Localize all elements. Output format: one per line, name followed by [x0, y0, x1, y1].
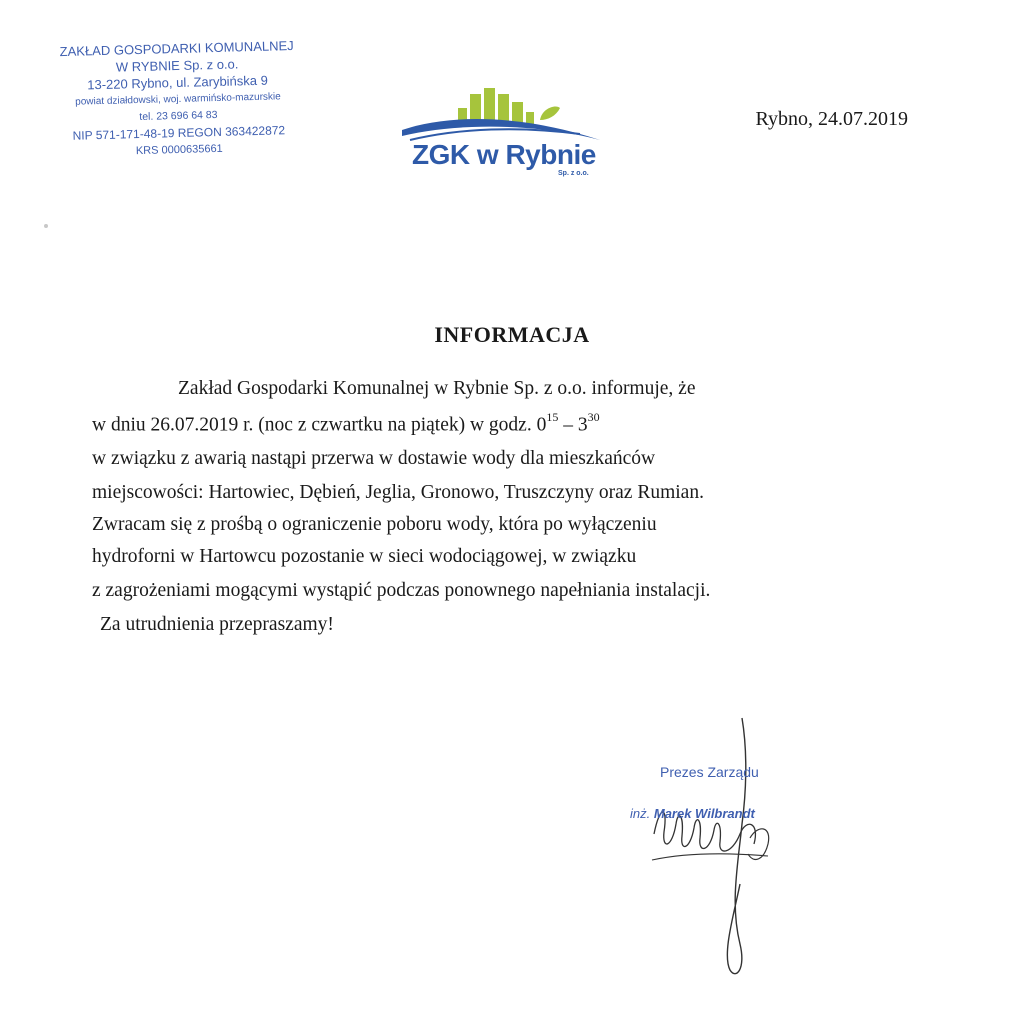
company-stamp — [26, 36, 329, 163]
signatory-name — [630, 806, 755, 821]
body-time-end-minutes: 30 — [587, 410, 600, 424]
body-time-start-minutes: 15 — [546, 410, 559, 424]
body-line-1: Zakład Gospodarki Komunalnej w Rybnie Sp. z o.o. informuje, że — [178, 378, 696, 399]
stamp-line-krs: KRS 0000635661 — [135, 142, 223, 158]
stamp-line-location: W RYBNIE Sp. z o.o. — [115, 56, 239, 75]
body-line-4: miejscowości: Hartowiec, Dębień, Jeglia, Gronowo, Truszczyny oraz Rumian. — [92, 482, 704, 503]
body-line-5: Zwracam się z prośbą o ograniczenie poboru wody, która po wyłączeniu — [92, 514, 657, 535]
signatory-full-name: Marek Wilbrandt — [653, 806, 755, 821]
body-line-2-text: w dniu 26.07.2019 r. (noc z czwartku na piątek) w godz. 0 — [92, 414, 547, 436]
stamp-line-phone: tel. 23 696 64 83 — [139, 108, 218, 124]
document-title: INFORMACJA — [434, 322, 590, 347]
document-date: Rybno, 24.07.2019 — [755, 108, 908, 130]
scan-speck — [44, 224, 48, 228]
signatory-role: Prezes Zarządu — [660, 764, 759, 780]
stamp-line-region: powiat działdowski, woj. warmińsko-mazurskie — [75, 91, 281, 108]
body-line-7: z zagrożeniami mogącymi wystąpić podczas ponownego napełniania instalacji. — [92, 580, 711, 601]
body-line-8: Za utrudnienia przepraszamy! — [100, 614, 334, 635]
stamp-line-address: 13-220 Rybno, ul. Zarybińska 9 — [87, 72, 269, 93]
body-line-2 — [92, 412, 600, 437]
logo-sub: Sp. z o.o. — [558, 170, 589, 177]
logo-name: ZGK w Rybnie — [412, 139, 596, 170]
company-logo — [400, 84, 610, 184]
body-line-2-dash: – 3 — [558, 414, 588, 436]
stamp-line-nip-regon: NIP 571-171-48-19 REGON 363422872 — [72, 123, 286, 143]
handwritten-signature — [650, 714, 800, 984]
body-line-3: w związku z awarią nastąpi przerwa w dostawie wody dla mieszkańców — [92, 448, 656, 469]
signatory-title-prefix: inż. — [630, 806, 651, 821]
body-line-6: hydroforni w Hartowcu pozostanie w sieci wodociągowej, w związku — [92, 546, 637, 567]
logo-graphic-icon — [400, 84, 610, 144]
stamp-line-company: ZAKŁAD GOSPODARKI KOMUNALNEJ — [59, 37, 294, 60]
